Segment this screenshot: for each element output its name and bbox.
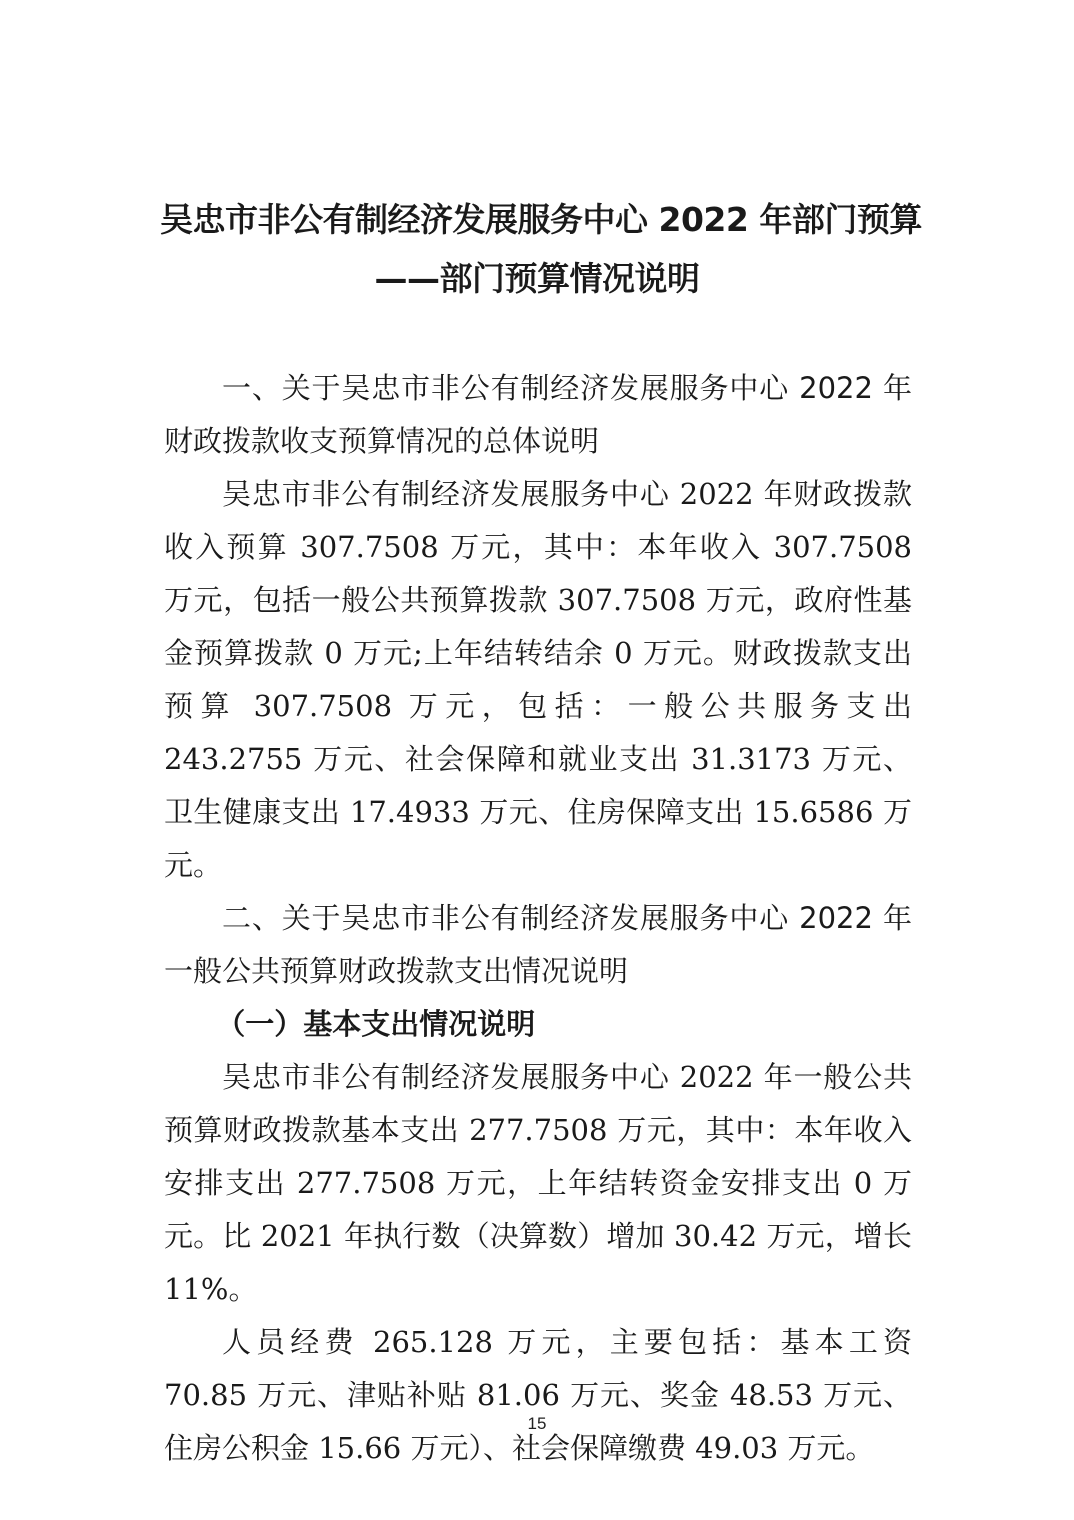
document-title-line1: 吴忠市非公有制经济发展服务中心 2022 年部门预算 <box>160 200 922 239</box>
document-body <box>164 362 912 1475</box>
section-2-paragraph-basic-expenditure: 吴忠市非公有制经济发展服务中心 2022 年一般公共预算财政拨款基本支出 277.7508 万元，其中：本年收入安排支出 277.7508 万元，上年结转资金安排支出 0 万元。比 2021 年执行数（决算数）增加 30.42 万元，增长 11%。 <box>164 1060 912 1306</box>
page-number: 15 <box>527 1414 547 1433</box>
section-2-heading: 二、关于吴忠市非公有制经济发展服务中心 2022 年一般公共预算财政拨款支出情况说明 <box>164 901 912 988</box>
section-1-paragraph: 吴忠市非公有制经济发展服务中心 2022 年财政拨款收入预算 307.7508 万元，其中：本年收入 307.7508 万元，包括一般公共预算拨款 307.7508 万元，政府性基金预算拨款 0 万元;上年结转结余 0 万元。财政拨款支出预算 307.7508 万元，包括：一般公共服务支出 243.2755 万元、社会保障和就业支出 31.3173 万元、卫生健康支出 17.4933 万元、住房保障支出 15.6586 万元。 <box>164 477 912 882</box>
section-2-paragraph-personnel-costs: 人员经费 265.128 万元，主要包括：基本工资 70.85 万元、津贴补贴 81.06 万元、奖金 48.53 万元、住房公积金 15.66 万元）、社会保障缴费 49.03 万元。 <box>164 1325 912 1465</box>
section-2-subheading-basic-expenditure: （一）基本支出情况说明 <box>216 1007 536 1041</box>
section-1-heading: 一、关于吴忠市非公有制经济发展服务中心 2022 年财政拨款收支预算情况的总体说明 <box>164 371 912 458</box>
document-title-line2: ——部门预算情况说明 <box>374 259 700 298</box>
